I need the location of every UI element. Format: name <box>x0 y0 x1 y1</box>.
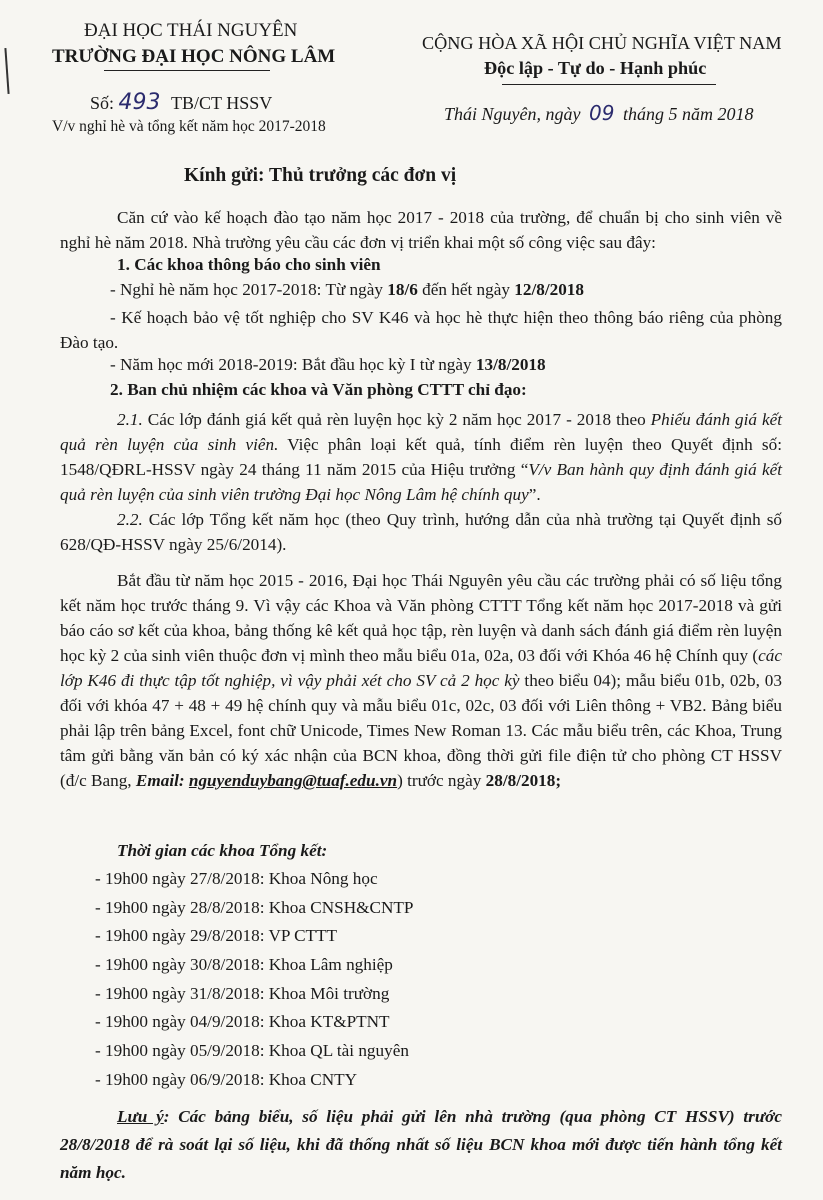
republic-name: CỘNG HÒA XÃ HỘI CHỦ NGHĨA VIỆT NAM <box>422 33 782 53</box>
school-underline <box>104 70 270 71</box>
doc-number-code: TB/CT HSSV <box>171 93 273 113</box>
date-day-handwritten: 09 <box>589 101 615 125</box>
university-name: ĐẠI HỌC THÁI NGUYÊN <box>84 20 298 41</box>
margin-mark <box>4 48 9 94</box>
school-name: TRƯỜNG ĐẠI HỌC NÔNG LÂM <box>52 46 336 67</box>
doc-subject: V/v nghỉ hè và tổng kết năm học 2017-2018 <box>52 118 326 135</box>
section-1-line-2: - Kế hoạch bảo vệ tốt nghiệp cho SV K46 và học hè thực hiện theo thông báo riêng của phòng Đào tạo. <box>60 308 782 352</box>
intro-paragraph: Căn cứ vào kế hoạch đào tạo năm học 2017 - 2018 của trường, để chuẩn bị cho sinh viên về nghỉ hè năm 2018. Nhà trường yêu cầu các đơn vị triển khai một số công việc sau đây: <box>60 208 782 252</box>
section-1-line-1: - Nghỉ hè năm học 2017-2018: Từ ngày 18/6 đến hết ngày 12/8/2018 <box>110 280 584 299</box>
schedule-item: - 19h00 ngày 31/8/2018: Khoa Môi trường <box>95 984 390 1003</box>
doc-number-handwritten: 493 <box>118 90 161 115</box>
schedule-item: - 19h00 ngày 28/8/2018: Khoa CNSH&CNTP <box>95 898 414 917</box>
schedule-item: - 19h00 ngày 05/9/2018: Khoa QL tài nguyên <box>95 1041 409 1060</box>
summary-paragraph: Bắt đầu từ năm học 2015 - 2016, Đại học Thái Nguyên yêu cầu các trường phải có số liệu tổng kết năm học trước tháng 9. Vì vậy các Khoa và Văn phòng CTTT Tổng kết năm học 2017-2018 và gửi báo cáo sơ kết của khoa, bảng thống kê kết quả học tập, rèn luyện và danh sách đánh giá điểm rèn luyện học kỳ 2 của sinh viên thuộc đơn vị mình theo mẫu biểu 01a, 02a, 03 đối với Khóa 46 hệ Chính quy (các lớp K46 đi thực tập tốt nghiệp, vì vậy phải xét cho SV cả 2 học kỳ theo biểu 04); mẫu biểu 01b, 02b, 03 đối với khóa 47 + 48 + 49 hệ chính quy và mẫu biểu 01c, 02c, 03 đối với Liên thông + VB2. Bảng biểu phải lập trên bảng Excel, font chữ Unicode, Times New Roman 13. Các mẫu biểu trên, các Khoa, Trung tâm gửi bằng văn bản có ký xác nhận của BCN khoa, đồng thời gửi file điện tử cho phòng CT HSSV (đ/c Bang, Email: nguyenduybang@tuaf.edu.vn) trước ngày 28/8/2018; <box>60 571 782 790</box>
schedule-item: - 19h00 ngày 04/9/2018: Khoa KT&PTNT <box>95 1012 390 1031</box>
doc-number-label: Số: <box>90 93 115 113</box>
doc-date <box>444 101 753 125</box>
section-2-title: 2. Ban chủ nhiệm các khoa và Văn phòng CTTT chỉ đạo: <box>110 380 527 399</box>
motto-underline <box>502 84 716 85</box>
schedule-item: - 19h00 ngày 30/8/2018: Khoa Lâm nghiệp <box>95 955 393 974</box>
note-label: Lưu ý <box>117 1107 164 1126</box>
section-2-2-paragraph: 2.2. Các lớp Tổng kết năm học (theo Quy trình, hướng dẫn của nhà trường tại Quyết định số 628/QĐ-HSSV ngày 25/6/2014). <box>60 510 782 554</box>
section-1-title: 1. Các khoa thông báo cho sinh viên <box>117 255 381 274</box>
schedule-item: - 19h00 ngày 27/8/2018: Khoa Nông học <box>95 869 378 888</box>
recipient-line: Kính gửi: Thủ trưởng các đơn vị <box>184 165 457 186</box>
schedule-item: - 19h00 ngày 29/8/2018: VP CTTT <box>95 926 338 945</box>
national-motto: Độc lập - Tự do - Hạnh phúc <box>484 58 707 78</box>
section-1-line-3: - Năm học mới 2018-2019: Bắt đầu học kỳ I từ ngày 13/8/2018 <box>110 355 546 374</box>
note-paragraph: Lưu ý: Các bảng biểu, số liệu phải gửi lên nhà trường (qua phòng CT HSSV) trước 28/8/2018 để rà soát lại số liệu, khi đã thống nhất số liệu BCN khoa mới được tiến hành tổng kết năm học. <box>60 1107 783 1182</box>
schedule-item: - 19h00 ngày 06/9/2018: Khoa CNTY <box>95 1070 358 1089</box>
email-link[interactable]: nguyenduybang@tuaf.edu.vn <box>188 771 398 790</box>
date-suffix: tháng 5 năm 2018 <box>622 104 754 124</box>
doc-number-line <box>90 90 272 115</box>
schedule-title: Thời gian các khoa Tổng kết: <box>117 841 328 860</box>
date-prefix: Thái Nguyên, ngày <box>444 104 581 124</box>
section-2-1-paragraph: 2.1. Các lớp đánh giá kết quả rèn luyện học kỳ 2 năm học 2017 - 2018 theo Phiếu đánh giá kết quả rèn luyện của sinh viên. Việc phân loại kết quả, tính điểm rèn luyện theo Quyết định số: 1548/QĐRL-HSSV ngày 24 tháng 11 năm 2015 của Hiệu trưởng “V/v Ban hành quy định đánh giá kết quả rèn luyện của sinh viên trường Đại học Nông Lâm hệ chính quy”. <box>60 410 782 504</box>
